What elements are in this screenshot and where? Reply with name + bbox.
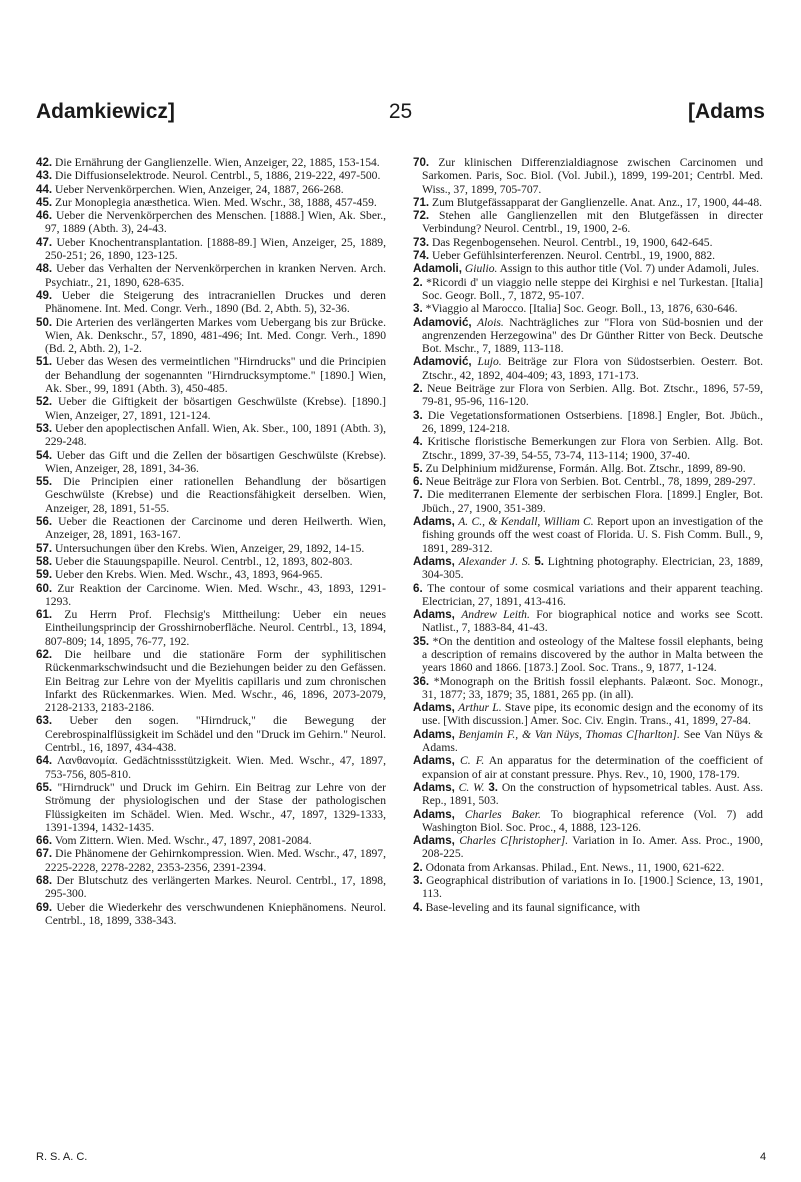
page-number: 25 xyxy=(388,100,413,123)
entry-text: Die Diffusionselektrode. Neurol. Centrbl., 5, 1886, 219-222, 497-500. xyxy=(55,169,381,183)
entry-number: 42. xyxy=(36,156,53,169)
entry-text: Ueber das Verhalten der Nervenkörperchen in kranken Nerven. Arch. Psychiatr., 21, 1890, 628-635. xyxy=(45,262,386,289)
entry-text: Neue Beiträge zur Flora von Serbien. Allg. Bot. Ztschr., 1896, 57-59, 79-81, 95-96, 116-120. xyxy=(422,382,763,409)
entry-number: 57. xyxy=(36,541,53,555)
entry-number: 2. xyxy=(413,275,423,289)
entry-text: Die Ernährung der Ganglienzelle. Wien, Anzeiger, 22, 1885, 153-154. xyxy=(55,156,380,169)
catalogue-entry xyxy=(36,183,386,196)
catalogue-entry xyxy=(36,834,386,847)
entry-number: 72. xyxy=(413,209,430,223)
catalogue-entry xyxy=(413,635,763,675)
entry-text: Geographical distribution of variations in Io. [1900.] Science, 13, 1901, 113. xyxy=(422,874,763,901)
catalogue-entry xyxy=(36,156,386,169)
left-column xyxy=(36,156,386,927)
entry-text: *Ricordi d' un viaggio nelle steppe dei Kirghisi e nel Turkestan. [Italia] Soc. Geogr. Boll., 7, 1872, 95-107. xyxy=(422,275,763,302)
entry-text: Die Phänomene der Gehirnkompression. Wien. Med. Wschr., 47, 1897, 2225-2228, 2278-2282, 2353-2356, 2391-2394. xyxy=(45,847,386,874)
entry-text: Variation in Io. Amer. Ass. Proc., 1900, 208-225. xyxy=(422,834,763,861)
entry-number: 49. xyxy=(36,288,53,302)
entry-text: Zum Blutgefässapparat der Ganglienzelle. Anat. Anz., 17, 1900, 44-48. xyxy=(432,195,763,209)
catalogue-entry xyxy=(36,395,386,422)
author-surname: Adams, xyxy=(413,701,455,715)
entry-text: Zu Delphinium midžurense, Formán. Allg. Bot. Ztschr., 1899, 89-90. xyxy=(425,461,746,475)
entry-number: 50. xyxy=(36,315,53,329)
header-left: Adamkiewicz] xyxy=(36,100,175,123)
entry-text: Ueber die Nervenkörperchen des Menschen. [1888.] Wien, Ak. Sber., 97, 1889 (Abth. 3), 24-43. xyxy=(45,209,386,236)
author-forename: Giulio. xyxy=(464,262,498,276)
entry-text: Λανθανομία. Gedächtnissstützigkeit. Wien. Med. Wschr., 47, 1897, 753-756, 805-810. xyxy=(45,754,386,781)
entry-text: Die Arterien des verlängerten Markes vom Uebergang bis zur Brücke. Wien, Ak. Denkschr., 57, 1890, 481-496; Int. Med. Congr. Verh., 1890 (Bd. 2, Abth. 2), 1-2. xyxy=(45,315,386,356)
entry-text: Ueber Nervenkörperchen. Wien, Anzeiger, 24, 1887, 266-268. xyxy=(55,182,344,196)
catalogue-entry xyxy=(413,488,763,515)
catalogue-entry xyxy=(36,289,386,316)
entry-text: Base-leveling and its faunal significance, with xyxy=(425,900,640,914)
entry-number: 65. xyxy=(36,780,53,794)
catalogue-entry xyxy=(36,355,386,395)
entry-number: 3. xyxy=(413,408,423,422)
author-surname: Adamović, xyxy=(413,315,472,329)
entry-number: 7. xyxy=(413,488,423,502)
entry-text: Ueber den Krebs. Wien. Med. Wschr., 43, 1893, 964-965. xyxy=(55,568,323,582)
catalogue-entry xyxy=(36,209,386,236)
entry-text: Die heilbare und die stationäre Form der syphilitischen Rückenmarkschwindsucht und die Beziehungen beider zu den Gefässen. Ein Beitrag zur Lehre von der Myelitis capillaris und zum chronischen Infarkt des Rückenmarkes. Wien. Med. Wschr., 46, 1896, 2073-2079, 2128-2133, 2183-2186. xyxy=(45,647,386,715)
entry-number: 35. xyxy=(413,634,430,648)
author-forename: Alexander J. S. xyxy=(458,554,531,568)
catalogue-entry xyxy=(413,515,763,555)
footer-signature: R. S. A. C. xyxy=(36,1151,88,1163)
catalogue-entry xyxy=(413,196,763,209)
catalogue-entry xyxy=(36,847,386,874)
entry-text: Der Blutschutz des verlängerten Markes. Neurol. Centrbl., 17, 1898, 295-300. xyxy=(45,874,386,901)
catalogue-entry xyxy=(36,648,386,714)
catalogue-entry xyxy=(413,262,763,275)
catalogue-entry xyxy=(413,834,763,861)
catalogue-entry xyxy=(413,462,763,475)
author-surname: Adams, xyxy=(413,834,455,848)
author-surname: Adams, xyxy=(413,754,455,768)
author-forename: C. F. xyxy=(460,754,485,768)
entry-number: 66. xyxy=(36,834,53,848)
catalogue-entry xyxy=(413,754,763,781)
entry-number: 52. xyxy=(36,395,53,409)
catalogue-entry xyxy=(413,808,763,835)
author-surname: Adams, xyxy=(413,780,455,794)
catalogue-entry xyxy=(36,422,386,449)
catalogue-entry xyxy=(36,555,386,568)
catalogue-entry xyxy=(413,236,763,249)
entry-number: 3. xyxy=(413,302,423,316)
entry-text: Assign to this author title (Vol. 7) under Adamoli, Jules. xyxy=(499,262,760,276)
catalogue-entry xyxy=(36,515,386,542)
author-surname: Adams, xyxy=(413,807,455,821)
entry-text: Ueber das Wesen des vermeintlichen "Hirndrucks" und die Principien der Behandlung der sogenannten "Hirndrucksymptome." [1890.] Wien, Ak. Sber., 99, 1891 (Abth. 3), 450-485. xyxy=(45,355,386,396)
entry-number: 71. xyxy=(413,195,430,209)
author-forename: Alois. xyxy=(477,315,504,329)
author-forename: Benjamin F., & Van Nüys, Thomas C[harlton]. xyxy=(458,727,680,741)
entry-number: 2. xyxy=(413,860,423,874)
author-forename: Lujo. xyxy=(477,355,502,369)
entry-number: 51. xyxy=(36,355,53,369)
entry-text: Das Regenbogensehen. Neurol. Centrbl., 19, 1900, 642-645. xyxy=(432,235,713,249)
entry-number: 3. xyxy=(488,780,499,794)
catalogue-entry xyxy=(413,874,763,901)
author-surname: Adamović, xyxy=(413,355,472,369)
catalogue-entry xyxy=(413,475,763,488)
entry-text: Ueber Knochentransplantation. [1888-89.] Wien, Anzeiger, 25, 1889, 250-251; 26, 1890, 123-125. xyxy=(45,235,386,263)
catalogue-entry xyxy=(36,449,386,476)
entry-text: Ueber die Wiederkehr des verschwundenen Kniephänomens. Neurol. Centrbl., 18, 1899, 338-343. xyxy=(45,900,386,927)
catalogue-entry xyxy=(36,196,386,209)
catalogue-entry xyxy=(36,874,386,901)
entry-text: For biographical notice and works see Scott. Natlist., 7, 1883-84, 41-43. xyxy=(422,608,763,635)
catalogue-entry xyxy=(413,435,763,462)
entry-text: Ueber die Giftigkeit der bösartigen Geschwülste (Krebse). [1890.] Wien, Anzeiger, 27, 1891, 121-124. xyxy=(45,395,386,422)
author-surname: Adams, xyxy=(413,554,455,568)
entry-number: 6. xyxy=(413,581,423,595)
catalogue-entry xyxy=(413,209,763,236)
entry-number: 56. xyxy=(36,515,53,529)
entry-text: *Viaggio al Marocco. [Italia] Soc. Geogr. Boll., 13, 1876, 630-646. xyxy=(425,302,738,316)
entry-text: Nachträgliches zur "Flora von Süd-bosnien und der angrenzenden Herzegowina" des Dr Günther Ritter von Beck. Deutsche Bot. Mschr., 7, 1889, 113-118. xyxy=(422,315,764,356)
entry-number: 61. xyxy=(36,608,53,622)
footer-signature-number: 4 xyxy=(760,1151,767,1163)
entry-text: On the construction of hypsometrical tables. Aust. Ass. Rep., 1891, 503. xyxy=(422,780,763,808)
entry-number: 4. xyxy=(413,900,423,914)
entry-text: Zur Reaktion der Carcinome. Wien. Med. Wschr., 43, 1893, 1291-1293. xyxy=(45,581,387,608)
entry-text: *Monograph on the British fossil elephants. Palæont. Soc. Monogr., 31, 1877; 33, 1879; 35, 1881, 265 pp. (in all). xyxy=(422,674,763,701)
entry-text: Ueber den sogen. "Hirndruck," die Bewegung der Cerebrospinalflüssigkeit im Schädel und den "Druck im Gehirn." Neurol. Centrbl., 16, 1897, 434-438. xyxy=(45,714,386,755)
catalogue-entry xyxy=(413,276,763,303)
catalogue-entry xyxy=(36,582,386,609)
entry-number: 74. xyxy=(413,249,430,263)
entry-text: Report upon an investigation of the fishing grounds off the west coast of Florida. U. S. Fish Comm. Bull., 9, 1891, 289-312. xyxy=(422,515,763,555)
catalogue-entry xyxy=(413,156,763,196)
entry-text: "Hirndruck" und Druck im Gehirn. Ein Beitrag zur Lehre von der Strömung der physiologischen und der Stase der pathologischen Flüssigkeiten im Schädel. Wien. Med. Wschr., 47, 1897, 1329-1333, 1391-1394, 1432-1435. xyxy=(45,780,386,834)
catalogue-entry xyxy=(36,714,386,754)
entry-number: 5. xyxy=(534,554,544,568)
catalogue-entry xyxy=(36,901,386,928)
catalogue-entry xyxy=(413,555,763,582)
catalogue-entry xyxy=(413,582,763,609)
author-forename: A. C., & Kendall, William C. xyxy=(458,515,594,529)
entry-number: 36. xyxy=(413,674,430,688)
catalogue-entry xyxy=(36,236,386,263)
entry-number: 60. xyxy=(36,581,53,595)
entry-text: The contour of some cosmical variations and their apparent teaching. Electrician, 27, 1891, 413-416. xyxy=(422,581,763,608)
entry-number: 73. xyxy=(413,235,430,249)
entry-number: 46. xyxy=(36,209,53,223)
catalogue-entry xyxy=(413,382,763,409)
header-right: [Adams xyxy=(687,100,765,123)
catalogue-entry xyxy=(413,608,763,635)
catalogue-entry xyxy=(413,901,763,914)
entry-number: 48. xyxy=(36,262,53,276)
entry-number: 67. xyxy=(36,847,53,861)
entry-text: Stehen alle Ganglienzellen mit den Blutgefässen in directer Verbindung? Neurol. Centrbl., 19, 1900, 2-6. xyxy=(422,209,763,236)
entry-text: Zur Monoplegia anæsthetica. Wien. Med. Wschr., 38, 1888, 457-459. xyxy=(55,195,377,209)
entry-number: 6. xyxy=(413,475,423,489)
entry-number: 2. xyxy=(413,382,423,396)
entry-text: Kritische floristische Bemerkungen zur Flora von Serbien. Allg. Bot. Ztschr., 1899, 37-39, 54-55, 73-74, 113-114; 1900, 37-40. xyxy=(422,435,764,462)
entry-number: 68. xyxy=(36,874,53,888)
author-forename: Arthur L. xyxy=(458,701,502,715)
catalogue-entry xyxy=(36,608,386,648)
entry-number: 43. xyxy=(36,169,53,183)
catalogue-entry xyxy=(413,249,763,262)
catalogue-entry xyxy=(36,316,386,356)
running-header xyxy=(36,100,765,126)
entry-number: 45. xyxy=(36,195,53,209)
entry-number: 59. xyxy=(36,568,53,582)
entry-text: Untersuchungen über den Krebs. Wien, Anzeiger, 29, 1892, 14-15. xyxy=(55,541,365,555)
catalogue-entry xyxy=(36,169,386,182)
entry-number: 5. xyxy=(413,461,423,475)
entry-number: 58. xyxy=(36,554,53,568)
entry-text: Ueber den apoplectischen Anfall. Wien, Ak. Sber., 100, 1891 (Abth. 3), 229-248. xyxy=(45,421,386,449)
catalogue-entry xyxy=(413,861,763,874)
catalogue-entry xyxy=(413,355,763,382)
catalogue-entry xyxy=(413,701,763,728)
catalogue-entry xyxy=(36,262,386,289)
entry-number: 55. xyxy=(36,475,53,489)
catalogue-entry xyxy=(36,542,386,555)
entry-text: Die Vegetationsformationen Ostserbiens. [1898.] Engler, Bot. Jbüch., 26, 1899, 124-218. xyxy=(422,408,763,435)
entry-text: Die mediterranen Elemente der serbischen Flora. [1899.] Engler, Bot. Jbüch., 27, 1900, 351-389. xyxy=(422,488,763,515)
entry-text: Ueber die Reactionen der Carcinome und deren Heilwerth. Wien, Anzeiger, 28, 1891, 163-167. xyxy=(45,515,386,542)
entry-number: 64. xyxy=(36,754,53,768)
entry-text: Ueber das Gift und die Zellen der bösartigen Geschwülste (Krebse). Wien, Anzeiger, 28, 1891, 34-36. xyxy=(45,448,386,475)
catalogue-entry xyxy=(36,568,386,581)
entry-number: 54. xyxy=(36,448,53,462)
entry-number: 63. xyxy=(36,714,53,728)
entry-text: Zur klinischen Differenzialdiagnose zwischen Carcinomen und Sarkomen. Paris, Soc. Biol. (Vol. Jubil.), 1899, 199-201; Centrbl. Med. Wiss., 37, 1899, 705-707. xyxy=(422,156,763,196)
entry-text: Ueber die Stauungspapille. Neurol. Centrbl., 12, 1893, 802-803. xyxy=(55,554,353,568)
catalogue-entry xyxy=(36,754,386,781)
author-surname: Adams, xyxy=(413,727,455,741)
catalogue-entry xyxy=(413,675,763,702)
entry-text: Ueber die Steigerung des intracraniellen Druckes und deren Phänomene. Int. Med. Congr. Verh., 1890 (Bd. 2, Abth. 5), 32-36. xyxy=(45,288,386,316)
entry-text: See Van Nüys & Adams. xyxy=(422,727,763,755)
author-surname: Adams, xyxy=(413,608,455,622)
author-forename: Andrew Leith. xyxy=(461,608,530,622)
entry-number: 47. xyxy=(36,235,53,249)
entry-text: Zu Herrn Prof. Flechsig's Mittheilung: Ueber ein neues Eintheilungsprincip der Grosshirnoberfläche. Neurol. Centrbl., 13, 1894, 807-809; 14, 1895, 76-77, 192. xyxy=(45,608,386,648)
author-forename: C. W. xyxy=(458,780,485,794)
catalogue-entry xyxy=(36,781,386,834)
entry-text: Stave pipe, its economic design and the economy of its use. [With discussion.] Amer. Soc. Civ. Engin. Trans., 41, 1899, 27-84. xyxy=(422,701,763,728)
catalogue-entry xyxy=(413,728,763,755)
catalogue-entry xyxy=(413,302,763,315)
entry-text: Vom Zittern. Wien. Med. Wschr., 47, 1897, 2081-2084. xyxy=(54,834,312,848)
entry-number: 3. xyxy=(413,874,423,888)
entry-number: 4. xyxy=(413,435,423,449)
catalogue-entry xyxy=(413,409,763,436)
entry-text: Die Principien einer rationellen Behandlung der bösartigen Geschwülste (Krebse) und die Reactionsfähigkeit derselben. Wien, Anzeiger, 28, 1891, 51-55. xyxy=(45,475,386,515)
entry-number: 44. xyxy=(36,182,53,196)
catalogue-entry xyxy=(413,316,763,356)
entry-text: Neue Beiträge zur Flora von Serbien. Bot. Centrbl., 78, 1899, 289-297. xyxy=(425,475,756,489)
author-forename: Charles C[hristopher]. xyxy=(459,834,569,848)
entry-number: 53. xyxy=(36,421,53,435)
author-forename: Charles Baker. xyxy=(464,807,541,821)
entry-text: An apparatus for the determination of the coefficient of expansion of air at constant pressure. Phys. Rev., 10, 1900, 178-179. xyxy=(422,754,763,781)
entry-text: Beiträge zur Flora von Südostserbien. Oesterr. Bot. Ztschr., 42, 1892, 404-409; 43, 1893, 171-173. xyxy=(422,355,763,382)
right-column xyxy=(413,156,763,914)
entry-text: Odonata from Arkansas. Philad., Ent. News., 11, 1900, 621-622. xyxy=(425,860,725,874)
catalogue-entry xyxy=(413,781,763,808)
entry-text: Lightning photography. Electrician, 23, 1889, 304-305. xyxy=(422,554,763,582)
entry-text: To biographical reference (Vol. 7) add Washington Biol. Soc. Proc., 4, 1888, 123-126. xyxy=(422,807,763,834)
entry-number: 69. xyxy=(36,900,53,914)
catalogue-entry xyxy=(36,475,386,515)
author-surname: Adams, xyxy=(413,515,455,529)
entry-text: *On the dentition and osteology of the Maltese fossil elephants, being a description of remains discovered by the author in Malta between the years 1860 and 1866. [1873.] Zool. Soc. Trans., 9, 1877, 1-124. xyxy=(422,634,763,675)
entry-number: 70. xyxy=(413,156,430,169)
author-surname: Adamoli, xyxy=(413,262,462,276)
entry-number: 62. xyxy=(36,647,53,661)
entry-text: Ueber Gefühlsinterferenzen. Neurol. Centrbl., 19, 1900, 882. xyxy=(432,249,716,263)
